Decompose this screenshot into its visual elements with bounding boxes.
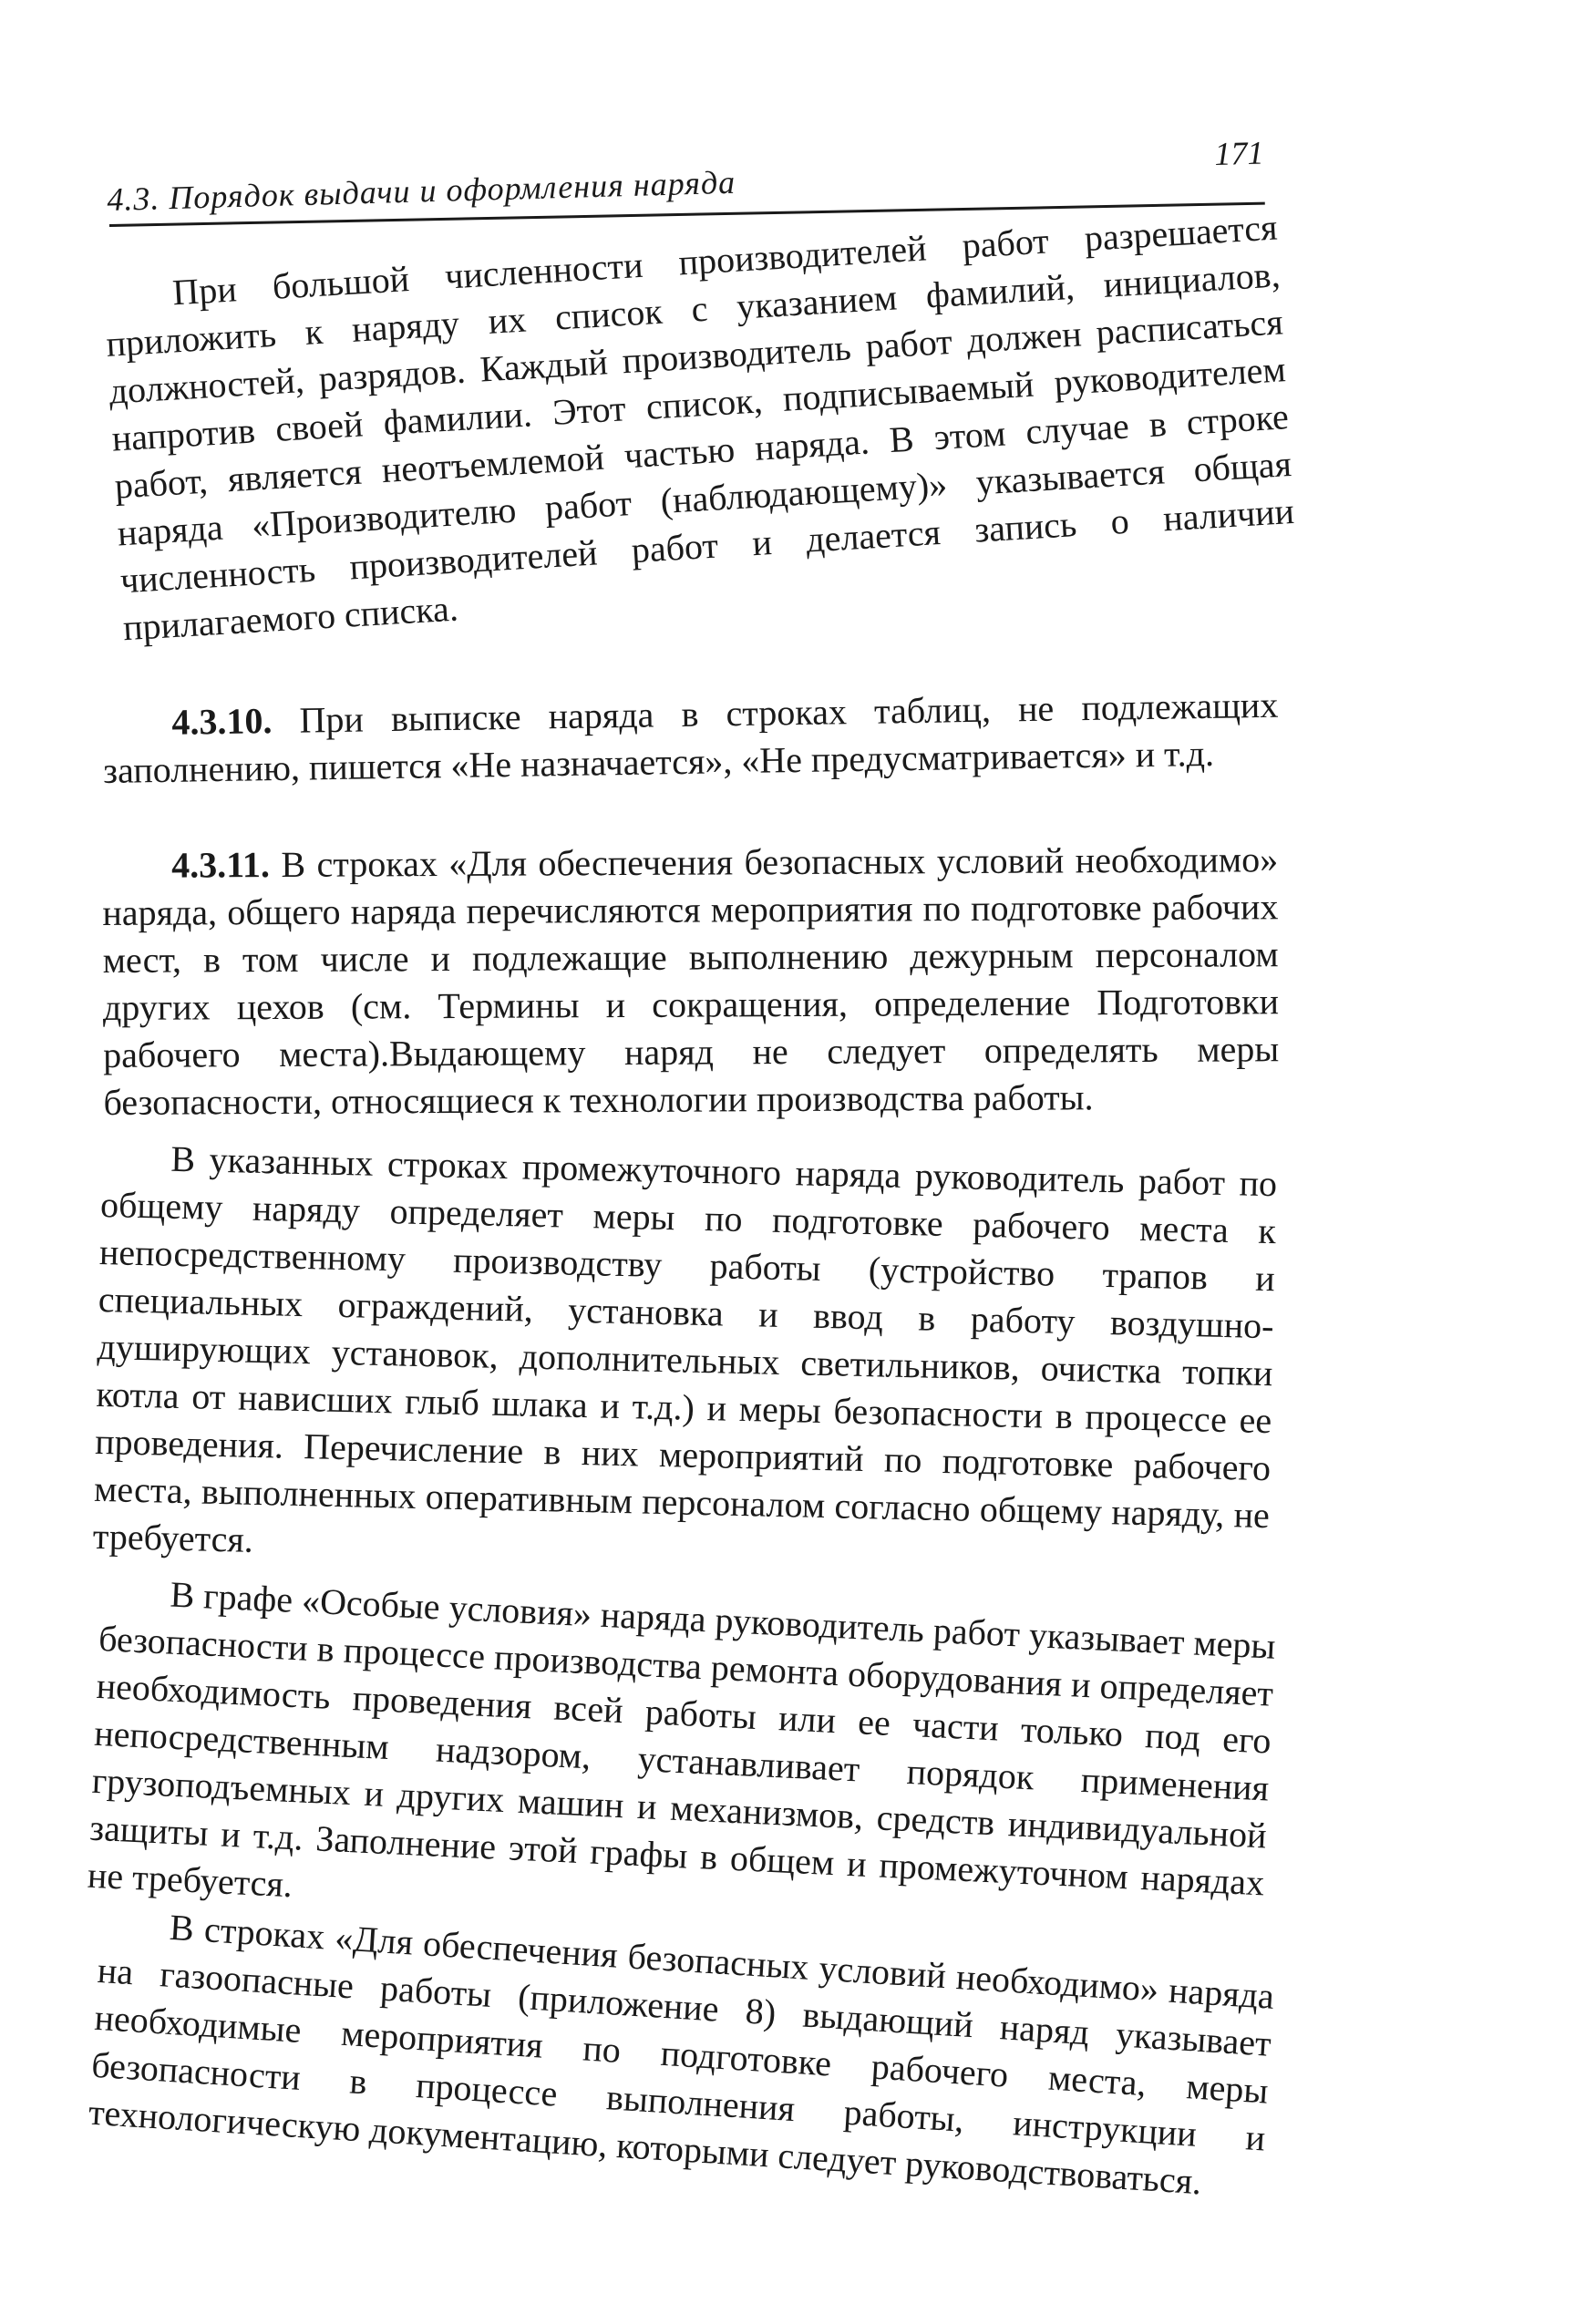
paragraph-text: В строках «Для обеспечения безопасных условий необходимо» наряда на газоопасные работы (приложение 8) выдающий наряд указывает необходимые мероприятия по подготовке рабочего места, меры безопасности в процессе выполнения работы, инструкции и технологическую документацию, которыми следует руководствоваться. bbox=[87, 1906, 1276, 2203]
paragraph-text: В графе «Особые условия» наряда руководитель работ указывает меры безопасности в процессе производства ремонта оборудования и определяет необходимость проведения всей работы или ее части только под его непосредственным надзором, устанавливает порядок применения грузоподъемных и других машин и механизмов, средств индивидуальной защиты и т.д. Заполнение этой графы в общем и промежуточном нарядах не требуется. bbox=[87, 1573, 1277, 1906]
clause-number: 4.3.11. bbox=[171, 844, 271, 886]
paragraph-special-conditions bbox=[87, 1568, 1277, 1954]
paragraph-performers-list bbox=[102, 203, 1298, 652]
paragraph-text: При выписке наряда в строках таблиц, не подлежащих заполнению, пишется «Не назначается», «Не предусматривается» и т.д. bbox=[102, 684, 1279, 791]
clause-number: 4.3.10. bbox=[171, 700, 273, 743]
page-number: 171 bbox=[1213, 134, 1264, 173]
running-title: 4.3. Порядок выдачи и оформления наряда bbox=[106, 163, 736, 219]
paragraph-text: При большой численности производителей работ разрешается приложить к наряду их список с указанием фамилий, инициалов, должностей, разрядов. Каждый производитель работ должен расписаться напротив своей фамилии. Этот список, подписываемый руководителем работ, является неотъемлемой частью наряда. В этом случае в строке наряда «Производителю работ (наблюдающему)» указывается общая численность производителей работ и делается запись о наличии прилагаемого списка. bbox=[105, 206, 1296, 649]
body-text bbox=[87, 206, 1296, 2203]
paragraph-text: В указанных строках промежуточного наряда руководитель работ по общему наряду определяет меры по подготовке рабочего места к непосредственному производству работы (устройство трапов и специальных ограждений, установка и ввод в работу воздушно-душирующих установок, дополнительных светильников, очистка топки котла от нависших глыб шлака и т.д.) и меры безопасности в процессе ее проведения. Перечисление в них мероприятий по подготовке рабочего места, выполненных оперативным персоналом согласно общему наряду, не требуется. bbox=[92, 1137, 1278, 1560]
paragraph-clause-4-3-10 bbox=[102, 682, 1279, 795]
paragraph-clause-4-3-11 bbox=[102, 836, 1280, 1126]
paragraph-intermediate-permit bbox=[92, 1134, 1277, 1587]
paragraph-text: В строках «Для обеспечения безопасных условий необходимо» наряда, общего наряда перечисляются мероприятия по подготовке рабочих мест, в том числе и подлежащие выполнению дежурным персоналом других цехов (см. Термины и сокращения, определение Подготовки рабочего места).Выдающему наряд не следует определять меры безопасности, относящиеся к технологии производства работы. bbox=[102, 838, 1280, 1123]
